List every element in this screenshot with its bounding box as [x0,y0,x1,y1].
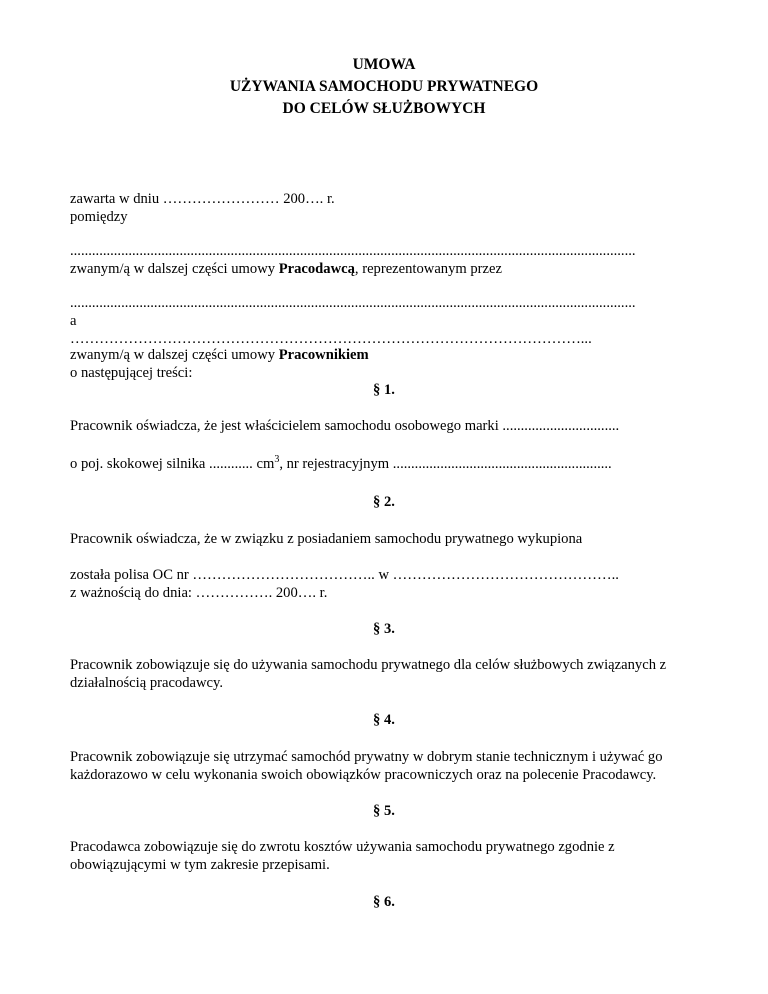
employee-line [70,346,369,364]
section-5-heading: § 5. [373,803,395,819]
section-3-line-2: działalnością pracodawcy. [70,675,224,691]
employer-suffix: , reprezentowanym przez [354,261,502,277]
employee-term: Pracownikiem [278,347,369,363]
section-2-line-1: Pracownik oświadcza, że w związku z posiadaniem samochodu prywatnego wykupiona [70,531,583,547]
section-4-heading: § 4. [373,712,395,728]
employee-prefix: zwanym/ą w dalszej części umowy [70,347,279,363]
employer-line [70,260,502,278]
section-2-line-3: z ważnością do dnia: ……………. 200…. r. [70,585,328,601]
following-text: o następującej treści: [70,365,193,381]
section-1-line-1: Pracownik oświadcza, że jest właścicielem samochodu osobowego marki ................................ [70,418,620,434]
representative-dots: ........................................................................................................................................................... [70,295,636,311]
and-text: a [70,313,77,329]
section-5-line-2: obowiązującymi w tym zakresie przepisami. [70,857,330,873]
engine-capacity-text: o poj. skokowej silnika ............ cm [70,456,275,472]
registration-text: , nr rejestracyjnym ............................................................ [279,456,612,472]
title-line-1: UMOWA [352,56,416,73]
cubic-superscript: 3 [274,454,280,465]
date-line: zawarta w dniu …………………… 200…. r. [70,191,335,207]
section-3-line-1: Pracownik zobowiązuje się do używania samochodu prywatnego dla celów służbowych związanych z [70,657,667,673]
section-6-heading: § 6. [373,894,395,910]
employer-term: Pracodawcą [278,261,355,277]
between-text: pomiędzy [70,209,128,225]
employer-dots: ........................................................................................................................................................... [70,243,636,259]
section-1-heading: § 1. [373,382,395,398]
title-line-2: UŻYWANIA SAMOCHODU PRYWATNEGO [229,78,539,95]
section-5-line-1: Pracodawca zobowiązuje się do zwrotu kosztów używania samochodu prywatnego zgodnie z [70,839,615,855]
section-4-line-1: Pracownik zobowiązuje się utrzymać samochód prywatny w dobrym stanie technicznym i używać go [70,749,663,765]
employer-prefix: zwanym/ą w dalszej części umowy [70,261,279,277]
title-line-3: DO CELÓW SŁUŻBOWYCH [282,100,486,117]
section-4-line-2: każdorazowo w celu wykonania swoich obowiązków pracowniczych oraz na polecenie Pracodawcy. [70,767,657,783]
employee-dots: ……………………………………………………………………………………………... [70,331,592,347]
section-1-line-2 [70,455,612,473]
section-3-heading: § 3. [373,621,395,637]
section-2-heading: § 2. [373,494,395,510]
section-2-line-2: została polisa OC nr ……………………………….. w ……………………………………….. [70,567,619,583]
